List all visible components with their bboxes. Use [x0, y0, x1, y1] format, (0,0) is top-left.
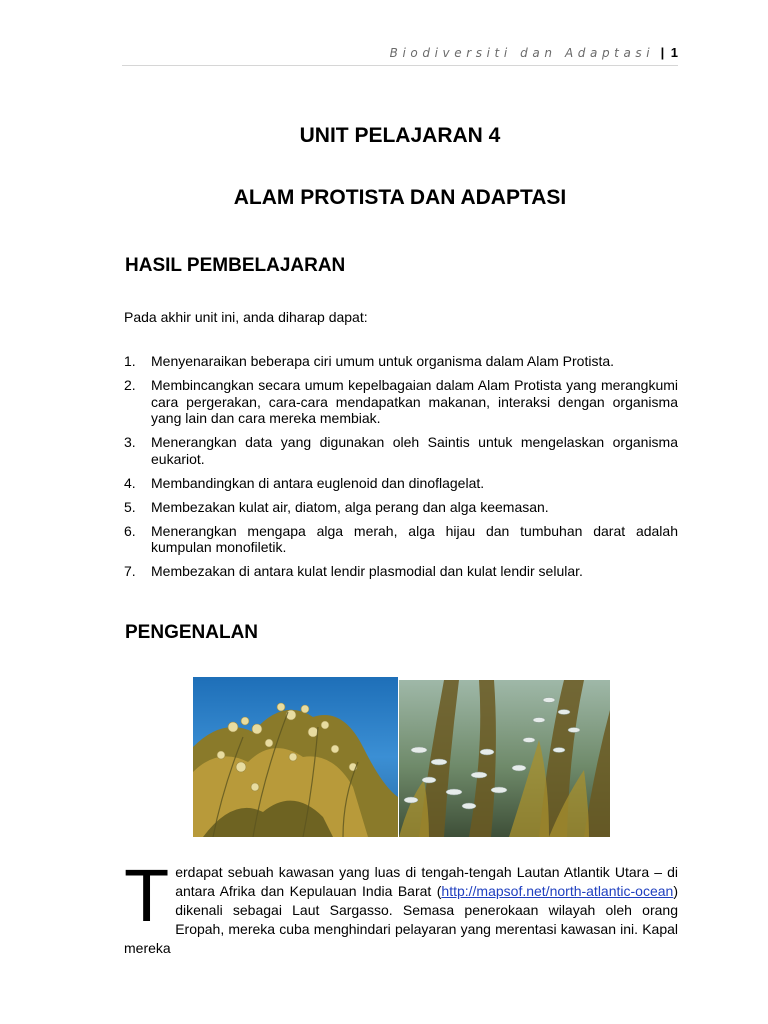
item-text: Menyenaraikan beberapa ciri umum untuk organisma dalam Alam Protista.: [151, 353, 615, 369]
item-number: 6.: [124, 522, 136, 539]
page-number: 1: [670, 45, 678, 60]
paragraph-text-start: erdapat sebuah kawasan yang luas di tengah-tengah Lautan Atlantik Utara – di antara Afrika dan Kepulauan India Barat (: [175, 864, 678, 899]
outcomes-heading: HASIL PEMBELAJARAN: [125, 255, 346, 276]
paragraph-text-end: ) dikenali sebagai Laut Sargasso. Semasa penerokaan wilayah oleh orang Eropah, mereka cuba menghindari pelayaran yang merentasi kawasan ini. Kapal mereka: [124, 883, 678, 956]
item-number: 4.: [124, 474, 136, 491]
intro-paragraph: [124, 854, 678, 958]
item-text: Menerangkan data yang digunakan oleh Saintis untuk mengelaskan organisma eukariot.: [151, 434, 678, 467]
kelp-forest-with-fish-photo: [399, 680, 610, 837]
list-item: [124, 353, 678, 370]
list-item: [124, 563, 678, 580]
outcomes-list: [124, 353, 678, 587]
north-atlantic-link[interactable]: http://mapsof.net/north-atlantic-ocean: [441, 883, 674, 899]
item-text: Membezakan di antara kulat lendir plasmodial dan kulat lendir selular.: [151, 563, 583, 579]
list-item: [124, 377, 678, 427]
drop-cap: T: [124, 854, 170, 937]
item-text: Membezakan kulat air, diatom, alga perang dan alga keemasan.: [151, 498, 549, 515]
sargassum-seaweed-photo: [193, 677, 398, 837]
list-item: [124, 523, 678, 556]
outcomes-intro: Pada akhir unit ini, anda diharap dapat:: [124, 309, 368, 325]
item-text: Membandingkan di antara euglenoid dan dinoflagelat.: [151, 474, 485, 491]
photo-pair: [193, 677, 610, 837]
item-number: 2.: [124, 377, 136, 393]
item-number: 5.: [124, 498, 136, 515]
unit-title: UNIT PELAJARAN 4: [299, 124, 501, 147]
list-item: [124, 499, 678, 516]
running-title: Biodiversiti dan Adaptasi: [389, 46, 655, 60]
item-text: Membincangkan secara umum kepelbagaian dalam Alam Protista yang merangkumi cara pergerakan, cara-cara mendapatkan makanan, interaksi dengan organisma yang lain dan cara mereka membiak.: [151, 377, 678, 426]
item-text: Menerangkan mengapa alga merah, alga hijau dan tumbuhan darat adalah kumpulan monofiletik.: [151, 522, 678, 555]
intro-heading: PENGENALAN: [125, 622, 259, 643]
chapter-title: ALAM PROTISTA DAN ADAPTASI: [233, 186, 567, 209]
running-header: [122, 44, 678, 66]
item-number: 3.: [124, 434, 136, 450]
list-item: [124, 475, 678, 492]
item-number: 1.: [124, 353, 136, 369]
item-number: 7.: [124, 563, 136, 579]
header-separator: |: [660, 45, 665, 60]
list-item: [124, 434, 678, 467]
